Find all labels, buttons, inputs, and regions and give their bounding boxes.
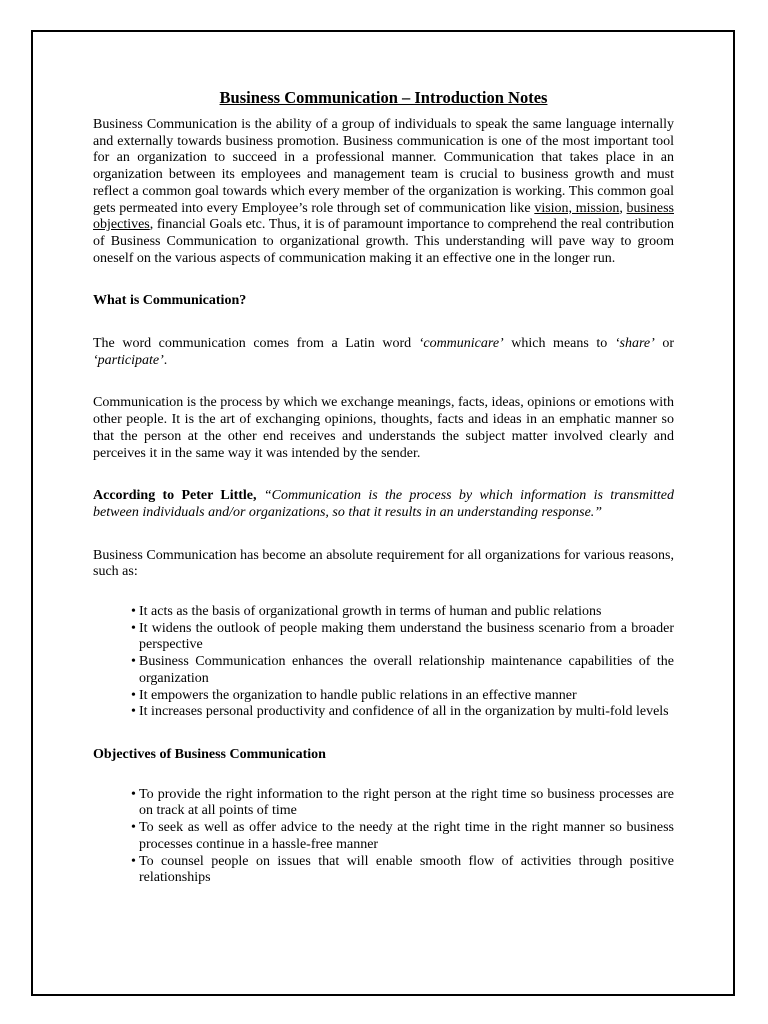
bullet-icon: • [131,820,136,836]
bullet-icon: • [131,654,136,670]
bullet-icon: • [131,687,136,703]
list-item: • It increases personal productivity and confidence of all in the organization by multi-fold levels [131,704,669,720]
definition-paragraph: Communication is the process by which we exchange meanings, facts, ideas, opinions or emotions with other people. It is the art of exchanging opinions, thoughts, facts and ideas in an emphatic manner so that the person at the other end receives and understands the subject matter involved clearly and perceives it in the same way it was intended by the sender. [93,395,674,461]
quote-author: According to Peter Little, [93,488,257,504]
list-item: • It widens the outlook of people making them understand the business scenario from a broader perspective [131,620,674,653]
quote-text: “Communication is the process by which information is transmitted between individuals and/or organizations, so that it results in an understanding response.” [93,488,675,520]
list-item: • It acts as the basis of organizational growth in terms of human and public relations [131,604,602,620]
list-item: • It empowers the organization to handle public relations in an effective manner [131,687,577,703]
objectives-list [93,787,674,887]
requirement-paragraph: Business Communication has become an absolute requirement for all organizations for various reasons, such as: [93,547,674,580]
page-title: Business Communication – Introduction Notes [219,88,548,107]
document-body [93,88,674,887]
section-heading-objectives: Objectives of Business Communication [93,746,326,762]
business-objectives-link[interactable]: business objectives [93,200,674,233]
bullet-icon: • [131,786,136,802]
bullet-icon: • [131,853,136,869]
list-item: • To counsel people on issues that will enable smooth flow of activities through positive relationships [131,853,674,886]
list-item: • To provide the right information to the right person at the right time so business processes are on track at all points of time [131,786,674,819]
vision-mission-link[interactable]: vision, mission [534,200,620,216]
latin-origin-paragraph: The word communication comes from a Latin word ‘communicare’ which means to ‘share’ or ‘participate’. [93,336,674,368]
bullet-icon: • [131,704,136,720]
quote-paragraph [93,488,674,521]
reasons-list [93,604,674,721]
list-item: • Business Communication enhances the overall relationship maintenance capabilities of the organization [131,654,674,686]
section-heading-what-is: What is Communication? [93,293,247,309]
bullet-icon: • [131,620,136,636]
bullet-icon: • [131,604,136,620]
list-item: • To seek as well as offer advice to the needy at the right time in the right manner so business processes continue in a hassle-free manner [131,820,674,852]
intro-paragraph: Business Communication is the ability of a group of individuals to speak the same language internally and externally towards business promotion. Business communication is one of the most important tool for an organization to succeed in a professional manner. Communication that takes place in an organization between its employees and management team is crucial to business growth and must reflect a common goal towards which every member of the organization is working. This common goal gets permeated into every Employee’s role through set of communication like vision, mission, business objectives, financial Goals etc. Thus, it is of paramount importance to comprehend the real contribution of Business Communication to organizational growth. This understanding will pave way to groom oneself on the various aspects of communication making it an effective one in the longer run. [93,117,674,266]
